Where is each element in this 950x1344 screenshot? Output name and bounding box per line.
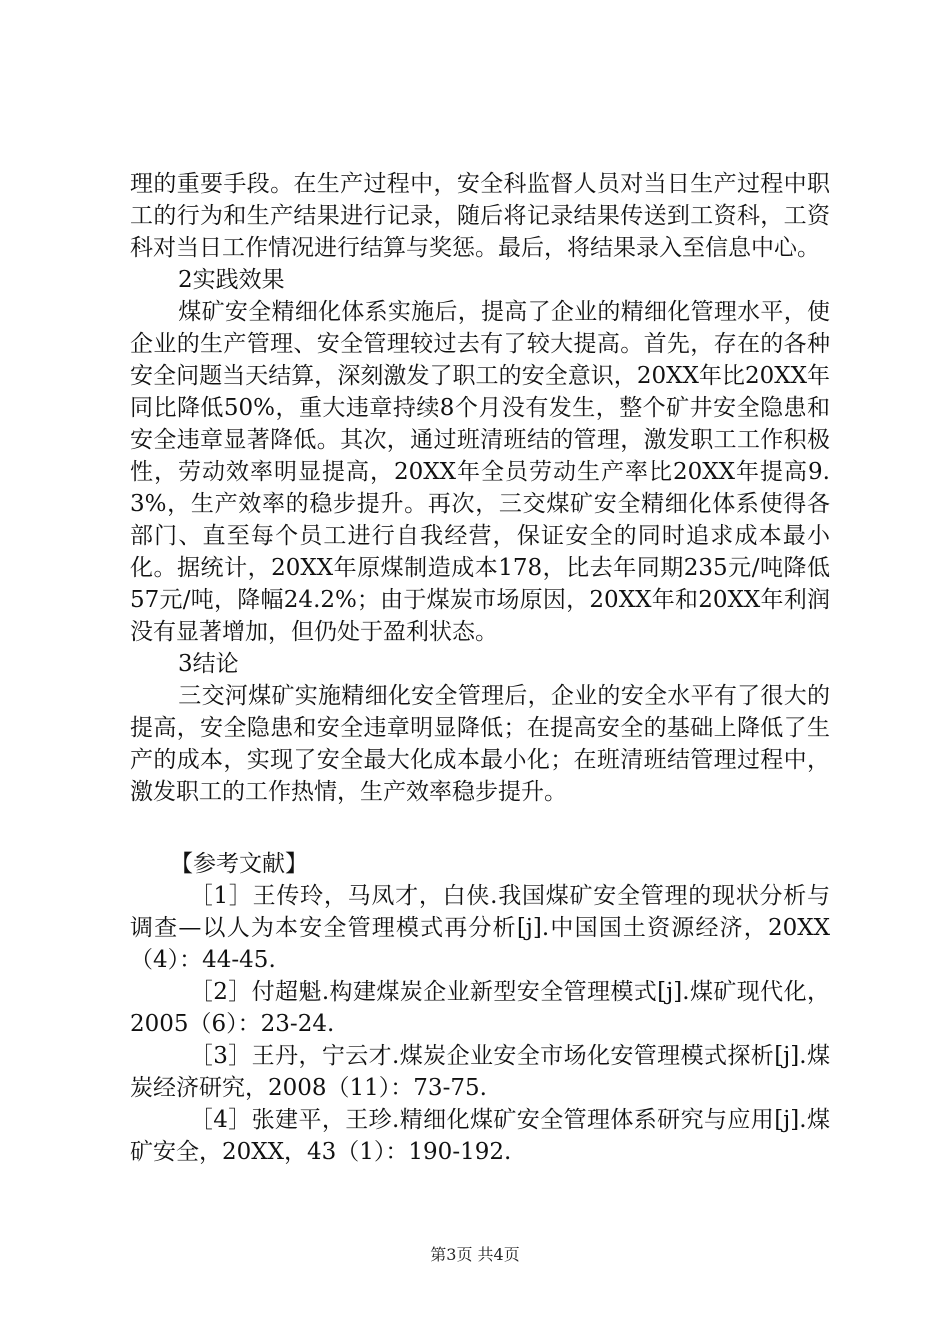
reference-item: ［2］付超魁.构建煤炭企业新型安全管理模式[j].煤矿现代化，2005（6）：23-24. <box>130 979 830 1037</box>
reference-item: ［3］王丹，宁云才.煤炭企业安全市场化安管理模式探析[j].煤炭经济研究，2008（11）：73-75. <box>130 1043 830 1101</box>
section-heading-conclusion: 3结论 <box>178 651 239 677</box>
paragraph-conclusion: 三交河煤矿实施精细化安全管理后，企业的安全水平有了很大的提高，安全隐患和安全违章明显降低；在提高安全的基础上降低了生产的成本，实现了安全最大化成本最小化；在班清班结管理过程中，激发职工的工作热情，生产效率稳步提升。 <box>130 683 830 805</box>
page-number-footer: 第3页 共4页 <box>430 1245 520 1264</box>
references-title: 【参考文献】 <box>170 851 308 877</box>
paragraph-practice-effect: 煤矿安全精细化体系实施后，提高了企业的精细化管理水平，使企业的生产管理、安全管理较过去有了较大提高。首先，存在的各种安全问题当天结算，深刻激发了职工的安全意识，20XX年比20XX年同比降低50%，重大违章持续8个月没有发生，整个矿井安全隐患和安全违章显著降低。其次，通过班清班结的管理，激发职工工作积极性，劳动效率明显提高，20XX年全员劳动生产率比20XX年提高9.3%，生产效率的稳步提升。再次，三交煤矿安全精细化体系使得各部门、直至每个员工进行自我经营，保证安全的同时追求成本最小化。据统计，20XX年原煤制造成本178，比去年同期235元/吨降低57元/吨，降幅24.2%；由于煤炭市场原因，20XX年和20XX年利润没有显著增加，但仍处于盈利状态。 <box>130 299 830 645</box>
references-list <box>130 880 830 1168</box>
section-heading-practice-effect: 2实践效果 <box>178 267 285 293</box>
reference-item: ［1］王传玲，马凤才，白侠.我国煤矿安全管理的现状分析与调查—以人为本安全管理模式再分析[j].中国国土资源经济，20XX（4）：44-45. <box>130 883 830 973</box>
paragraph-intro-continued: 理的重要手段。在生产过程中，安全科监督人员对当日生产过程中职工的行为和生产结果进行记录，随后将记录结果传送到工资科，工资科对当日工作情况进行结算与奖惩。最后，将结果录入至信息中心。 <box>130 171 830 261</box>
document-body <box>130 168 830 1168</box>
reference-item: ［4］张建平，王珍.精细化煤矿安全管理体系研究与应用[j].煤矿安全，20XX，43（1）：190-192. <box>130 1107 830 1165</box>
